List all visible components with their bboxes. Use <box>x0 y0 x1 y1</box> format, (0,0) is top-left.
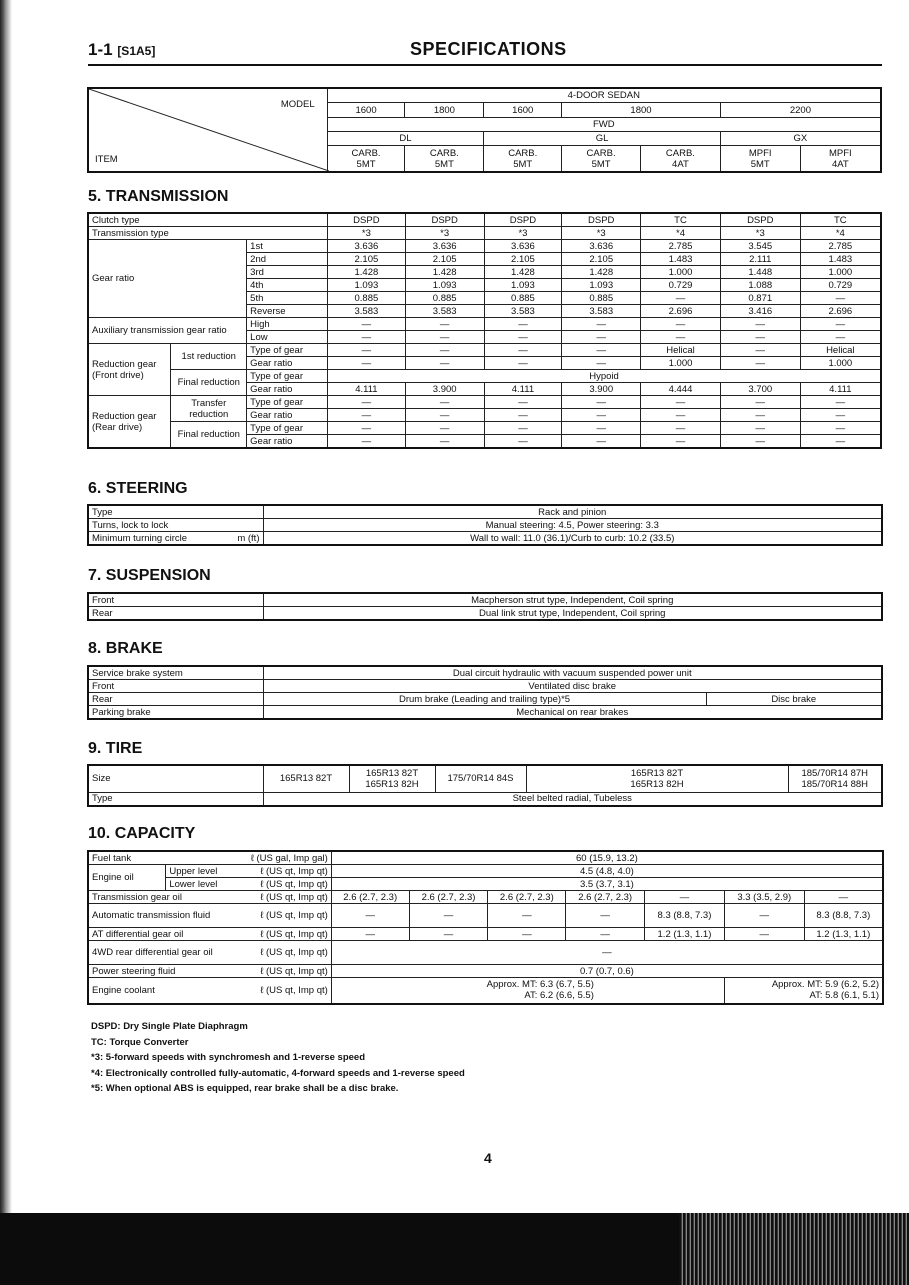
brake-value: Ventilated disc brake <box>263 680 882 693</box>
row-label: Automatic transmission fluid ℓ (US qt, Imp qt) <box>88 904 331 928</box>
suspension-label: Front <box>88 593 263 607</box>
value-cell: — <box>405 344 484 357</box>
sub-label: Type of gear <box>247 344 328 357</box>
value-cell: 1.2 (1.3, 1.1) <box>804 928 883 941</box>
engine-cell: 1600 <box>484 103 562 117</box>
transmission-table <box>87 212 882 449</box>
capacity-table <box>87 850 884 1005</box>
value-cell: 3.583 <box>327 305 405 318</box>
value-cell: 3.636 <box>562 240 641 253</box>
value-cell: 3.583 <box>484 305 562 318</box>
value-cell: 1.088 <box>720 279 800 292</box>
tire-size-cell: 165R13 82T 165R13 82H <box>349 765 435 792</box>
value-cell: 4.444 <box>641 383 721 396</box>
value-cell: DSPD <box>562 213 641 227</box>
engine-cell: 1600 <box>327 103 405 117</box>
sub-label: Gear ratio <box>247 409 328 422</box>
value-cell: — <box>405 357 484 370</box>
fuel-trans-cell: CARB. 5MT <box>405 146 484 172</box>
brake-label: Parking brake <box>88 706 263 720</box>
row-label: Gear ratio <box>88 240 247 318</box>
value-cell: — <box>488 928 566 941</box>
value-cell: — <box>562 409 641 422</box>
value-cell: — <box>331 904 409 928</box>
row-label: Engine coolant ℓ (US qt, Imp qt) <box>88 978 331 1004</box>
value-cell: 1.000 <box>800 266 881 279</box>
tire-table <box>87 764 883 807</box>
value-cell: — <box>405 331 484 344</box>
value-cell: 2.105 <box>327 253 405 266</box>
value-cell: — <box>641 422 721 435</box>
gear-label: 3rd <box>247 266 328 279</box>
value-cell: 3.636 <box>405 240 484 253</box>
value-cell: — <box>641 331 721 344</box>
value-cell: *3 <box>720 227 800 240</box>
value-cell: 3.583 <box>562 305 641 318</box>
value-cell: 1.428 <box>484 266 562 279</box>
value-cell: 3.700 <box>720 383 800 396</box>
brake-heading: 8. BRAKE <box>88 640 163 657</box>
value-cell: 2.696 <box>641 305 721 318</box>
brake-value: Drum brake (Leading and trailing type)*5 <box>263 693 706 706</box>
value-cell: Helical <box>800 344 881 357</box>
row-label: Upper level ℓ (US qt, Imp qt) <box>166 865 331 878</box>
model-item-corner <box>88 88 327 172</box>
page-title: SPECIFICATIONS <box>410 39 567 59</box>
footnote: *3: 5-forward speeds with synchromesh and 1-reverse speed <box>91 1052 366 1063</box>
value-cell: 0.729 <box>800 279 881 292</box>
footnote: *4: Electronically controlled fully-automatic, 4-forward speeds and 1-reverse speed <box>91 1067 465 1079</box>
row-label: Reduction gear (Front drive) <box>88 344 171 396</box>
value-cell: 2.6 (2.7, 2.3) <box>409 891 488 904</box>
value-cell: 1.428 <box>562 266 641 279</box>
value-cell: 2.785 <box>641 240 721 253</box>
fuel-trans-cell: MPFI 5MT <box>720 146 800 172</box>
value-cell: 8.3 (8.8, 7.3) <box>804 904 883 928</box>
coolant-value: Approx. MT: 5.9 (6.2, 5.2) AT: 5.8 (6.1, 5.1) <box>724 978 883 1004</box>
suspension-label: Rear <box>88 607 263 621</box>
steering-label: Minimum turning circle m (ft) <box>88 532 263 546</box>
value-cell: — <box>800 318 881 331</box>
gear-label: 1st <box>247 240 328 253</box>
footnote: *5: When optional ABS is equipped, rear brake shall be a disc brake. <box>91 1083 399 1094</box>
row-label: 4WD rear differential gear oil ℓ (US qt, Imp qt) <box>88 941 331 965</box>
value-cell: 0.885 <box>562 292 641 305</box>
value-cell: 0.885 <box>327 292 405 305</box>
value-cell: 0.729 <box>641 279 721 292</box>
value-cell: — <box>484 435 562 449</box>
value-cell: — <box>800 422 881 435</box>
row-label: Engine oil <box>88 865 166 891</box>
row-label: Reduction gear (Rear drive) <box>88 396 171 449</box>
scan-binding-edge <box>0 0 12 1285</box>
table-row <box>88 344 881 357</box>
tire-size-cell: 165R13 82T <box>263 765 349 792</box>
value-cell: TC <box>800 213 881 227</box>
page-header <box>88 38 882 66</box>
page-number: 4 <box>484 1150 492 1166</box>
body-type: 4-DOOR SEDAN <box>327 88 881 103</box>
row-label: Lower level ℓ (US qt, Imp qt) <box>166 878 331 891</box>
brake-label: Rear <box>88 693 263 706</box>
steering-label: Turns, lock to lock <box>88 519 263 532</box>
fuel-trans-cell: CARB. 5MT <box>484 146 562 172</box>
row-label: Power steering fluid ℓ (US qt, Imp qt) <box>88 965 331 978</box>
value-cell: 3.636 <box>327 240 405 253</box>
steering-value: Wall to wall: 11.0 (36.1)/Curb to curb: 10.2 (33.5) <box>263 532 882 546</box>
gear-label: 4th <box>247 279 328 292</box>
suspension-value: Macpherson strut type, Independent, Coil spring <box>263 593 882 607</box>
tire-size-cell: 165R13 82T 165R13 82H <box>526 765 788 792</box>
row-label: Fuel tank ℓ (US gal, Imp gal) <box>88 851 331 865</box>
brake-value: Dual circuit hydraulic with vacuum suspended power unit <box>263 666 882 680</box>
value-cell: — <box>327 344 405 357</box>
sub-label: Gear ratio <box>247 435 328 449</box>
value-cell: DSPD <box>484 213 562 227</box>
value-cell: 0.885 <box>484 292 562 305</box>
brake-value: Disc brake <box>706 693 882 706</box>
section-code: 1-1 [S1A5] <box>88 40 156 59</box>
value-cell: — <box>484 318 562 331</box>
value-cell: — <box>800 331 881 344</box>
value-cell: 1.093 <box>327 279 405 292</box>
value-cell: — <box>562 318 641 331</box>
brake-table <box>87 665 883 720</box>
value-cell: 2.6 (2.7, 2.3) <box>331 891 409 904</box>
value-cell: 1.093 <box>405 279 484 292</box>
row-label: Transmission type <box>88 227 327 240</box>
value-cell: — <box>720 344 800 357</box>
engine-cell: 2200 <box>720 103 881 117</box>
table-row <box>88 851 883 865</box>
value-cell: — <box>484 409 562 422</box>
value-cell: 1.428 <box>405 266 484 279</box>
value-cell: 2.105 <box>484 253 562 266</box>
value-cell: 3.3 (3.5, 2.9) <box>724 891 804 904</box>
value-cell: 1.000 <box>641 266 721 279</box>
value-cell: — <box>720 435 800 449</box>
value-cell: — <box>720 357 800 370</box>
sub-label: Final reduction <box>171 370 247 396</box>
value-cell: 2.696 <box>800 305 881 318</box>
table-row <box>88 978 883 1004</box>
gear-label: 2nd <box>247 253 328 266</box>
sub-label: Type of gear <box>247 396 328 409</box>
tire-heading: 9. TIRE <box>88 740 143 757</box>
value-cell: — <box>720 409 800 422</box>
value-cell: 1.2 (1.3, 1.1) <box>645 928 725 941</box>
value-cell: — <box>488 904 566 928</box>
table-row <box>88 240 881 253</box>
capacity-heading: 10. CAPACITY <box>88 825 196 842</box>
value-cell: *4 <box>641 227 721 240</box>
value-cell: — <box>641 292 721 305</box>
value-cell: TC <box>641 213 721 227</box>
value-cell: — <box>327 422 405 435</box>
value-cell: — <box>562 435 641 449</box>
value-cell: 4.111 <box>484 383 562 396</box>
value-cell: 2.785 <box>800 240 881 253</box>
brake-value: Mechanical on rear brakes <box>263 706 882 720</box>
item-label: ITEM <box>95 154 118 165</box>
sub-label: Gear ratio <box>247 357 328 370</box>
value-cell: — <box>641 409 721 422</box>
value-cell: Helical <box>641 344 721 357</box>
value-cell: 1.000 <box>800 357 881 370</box>
value-cell: — <box>562 331 641 344</box>
sub-label: Low <box>247 331 328 344</box>
value-cell: 0.7 (0.7, 0.6) <box>331 965 883 978</box>
value-cell: — <box>804 891 883 904</box>
table-row <box>88 928 883 941</box>
row-label: Auxiliary transmission gear ratio <box>88 318 247 344</box>
value-cell: 0.871 <box>720 292 800 305</box>
value-cell: *4 <box>800 227 881 240</box>
value-cell: — <box>641 318 721 331</box>
footnotes <box>91 1019 465 1097</box>
value-cell: — <box>800 435 881 449</box>
row-label: Clutch type <box>88 213 327 227</box>
value-cell: 2.105 <box>405 253 484 266</box>
brake-label: Service brake system <box>88 666 263 680</box>
value-cell: 2.6 (2.7, 2.3) <box>566 891 645 904</box>
value-cell: — <box>720 422 800 435</box>
gear-label: Reverse <box>247 305 328 318</box>
tire-type-value: Steel belted radial, Tubeless <box>263 792 882 806</box>
value-cell: 2.6 (2.7, 2.3) <box>488 891 566 904</box>
scan-dark-edge <box>0 1213 909 1285</box>
value-cell: 4.5 (4.8, 4.0) <box>331 865 883 878</box>
value-cell: 2.105 <box>562 253 641 266</box>
table-row <box>88 318 881 331</box>
model-table <box>87 87 882 173</box>
table-row <box>88 370 881 383</box>
row-label: AT differential gear oil ℓ (US qt, Imp qt) <box>88 928 331 941</box>
fuel-trans-cell: CARB. 5MT <box>562 146 641 172</box>
value-cell: — <box>331 941 883 965</box>
value-cell: 1.093 <box>484 279 562 292</box>
steering-value: Rack and pinion <box>263 505 882 519</box>
suspension-value: Dual link strut type, Independent, Coil spring <box>263 607 882 621</box>
footnote: TC: Torque Converter <box>91 1036 189 1048</box>
value-cell: 3.636 <box>484 240 562 253</box>
value-cell: 3.545 <box>720 240 800 253</box>
value-cell: 3.5 (3.7, 3.1) <box>331 878 883 891</box>
sub-label: High <box>247 318 328 331</box>
table-row <box>88 396 881 409</box>
value-cell: — <box>800 396 881 409</box>
value-cell: — <box>645 891 725 904</box>
footnote: DSPD: Dry Single Plate Diaphragm <box>91 1021 248 1032</box>
value-cell: — <box>405 396 484 409</box>
row-label: Transmission gear oil ℓ (US qt, Imp qt) <box>88 891 331 904</box>
value-cell: 1.093 <box>562 279 641 292</box>
transmission-heading: 5. TRANSMISSION <box>88 188 229 205</box>
value-cell: 0.885 <box>405 292 484 305</box>
value-cell: — <box>327 396 405 409</box>
value-cell: — <box>720 331 800 344</box>
value-cell: — <box>800 409 881 422</box>
value-cell: — <box>562 344 641 357</box>
grade-cell: GX <box>720 132 881 146</box>
table-row <box>88 422 881 435</box>
value-cell: — <box>327 331 405 344</box>
value-cell: — <box>484 331 562 344</box>
value-cell: — <box>327 435 405 449</box>
value-cell: 3.900 <box>405 383 484 396</box>
value-cell: 1.483 <box>641 253 721 266</box>
value-cell: 8.3 (8.8, 7.3) <box>645 904 725 928</box>
steering-table <box>87 504 883 546</box>
tire-size-cell: 175/70R14 84S <box>435 765 526 792</box>
steering-value: Manual steering: 4.5, Power steering: 3.3 <box>263 519 882 532</box>
value-cell: — <box>327 409 405 422</box>
value-cell: *3 <box>484 227 562 240</box>
value-cell: — <box>562 422 641 435</box>
table-row <box>88 227 881 240</box>
suspension-heading: 7. SUSPENSION <box>88 567 211 584</box>
table-row <box>88 865 883 878</box>
value-cell: — <box>566 928 645 941</box>
suspension-table <box>87 592 883 621</box>
value-cell: — <box>562 357 641 370</box>
value-cell: *3 <box>562 227 641 240</box>
value-cell: — <box>327 357 405 370</box>
value-cell: — <box>641 435 721 449</box>
value-cell: 1.428 <box>327 266 405 279</box>
value-cell: 60 (15.9, 13.2) <box>331 851 883 865</box>
table-row <box>88 965 883 978</box>
value-cell: DSPD <box>327 213 405 227</box>
value-cell: *3 <box>327 227 405 240</box>
value-cell: DSPD <box>405 213 484 227</box>
brake-label: Front <box>88 680 263 693</box>
sub-label: Gear ratio <box>247 383 328 396</box>
value-cell: — <box>800 292 881 305</box>
value-cell: — <box>484 422 562 435</box>
value-cell: — <box>641 396 721 409</box>
value-cell: *3 <box>405 227 484 240</box>
tire-size-label: Size <box>88 765 263 792</box>
steering-label: Type <box>88 505 263 519</box>
engine-cell: 1800 <box>405 103 484 117</box>
sub-label: Type of gear <box>247 370 328 383</box>
fuel-trans-cell: CARB. 5MT <box>327 146 405 172</box>
model-label: MODEL <box>280 99 315 110</box>
table-row <box>88 904 883 928</box>
value-cell: — <box>484 344 562 357</box>
grade-cell: GL <box>484 132 721 146</box>
value-cell: — <box>405 422 484 435</box>
value-cell: — <box>562 396 641 409</box>
table-row <box>88 878 883 891</box>
value-cell: 2.111 <box>720 253 800 266</box>
sub-label: 1st reduction <box>171 344 247 370</box>
value-cell: Hypoid <box>327 370 881 383</box>
value-cell: — <box>405 435 484 449</box>
value-cell: 3.416 <box>720 305 800 318</box>
value-cell: — <box>405 409 484 422</box>
value-cell: — <box>409 928 488 941</box>
value-cell: — <box>724 928 804 941</box>
value-cell: 4.111 <box>800 383 881 396</box>
value-cell: 3.900 <box>562 383 641 396</box>
value-cell: 1.483 <box>800 253 881 266</box>
grade-cell: DL <box>327 132 484 146</box>
value-cell: — <box>720 396 800 409</box>
value-cell: DSPD <box>720 213 800 227</box>
tire-size-cell: 185/70R14 87H 185/70R14 88H <box>788 765 882 792</box>
sub-label: Type of gear <box>247 422 328 435</box>
value-cell: 3.583 <box>405 305 484 318</box>
table-row <box>88 891 883 904</box>
value-cell: — <box>327 318 405 331</box>
value-cell: — <box>405 318 484 331</box>
value-cell: 1.000 <box>641 357 721 370</box>
sub-label: Final reduction <box>171 422 247 449</box>
fuel-trans-cell: MPFI 4AT <box>800 146 881 172</box>
value-cell: — <box>484 396 562 409</box>
steering-heading: 6. STEERING <box>88 480 188 497</box>
coolant-value: Approx. MT: 6.3 (6.7, 5.5) AT: 6.2 (6.6, 5.5) <box>331 978 724 1004</box>
engine-cell: 1800 <box>562 103 721 117</box>
drive-type: FWD <box>327 117 881 131</box>
value-cell: — <box>484 357 562 370</box>
value-cell: — <box>720 318 800 331</box>
tire-type-label: Type <box>88 792 263 806</box>
value-cell: — <box>331 928 409 941</box>
value-cell: 4.111 <box>327 383 405 396</box>
value-cell: — <box>566 904 645 928</box>
table-row <box>88 213 881 227</box>
value-cell: — <box>724 904 804 928</box>
gear-label: 5th <box>247 292 328 305</box>
value-cell: 1.448 <box>720 266 800 279</box>
value-cell: — <box>409 904 488 928</box>
fuel-trans-cell: CARB. 4AT <box>641 146 721 172</box>
sub-label: Transfer reduction <box>171 396 247 422</box>
table-row <box>88 941 883 965</box>
